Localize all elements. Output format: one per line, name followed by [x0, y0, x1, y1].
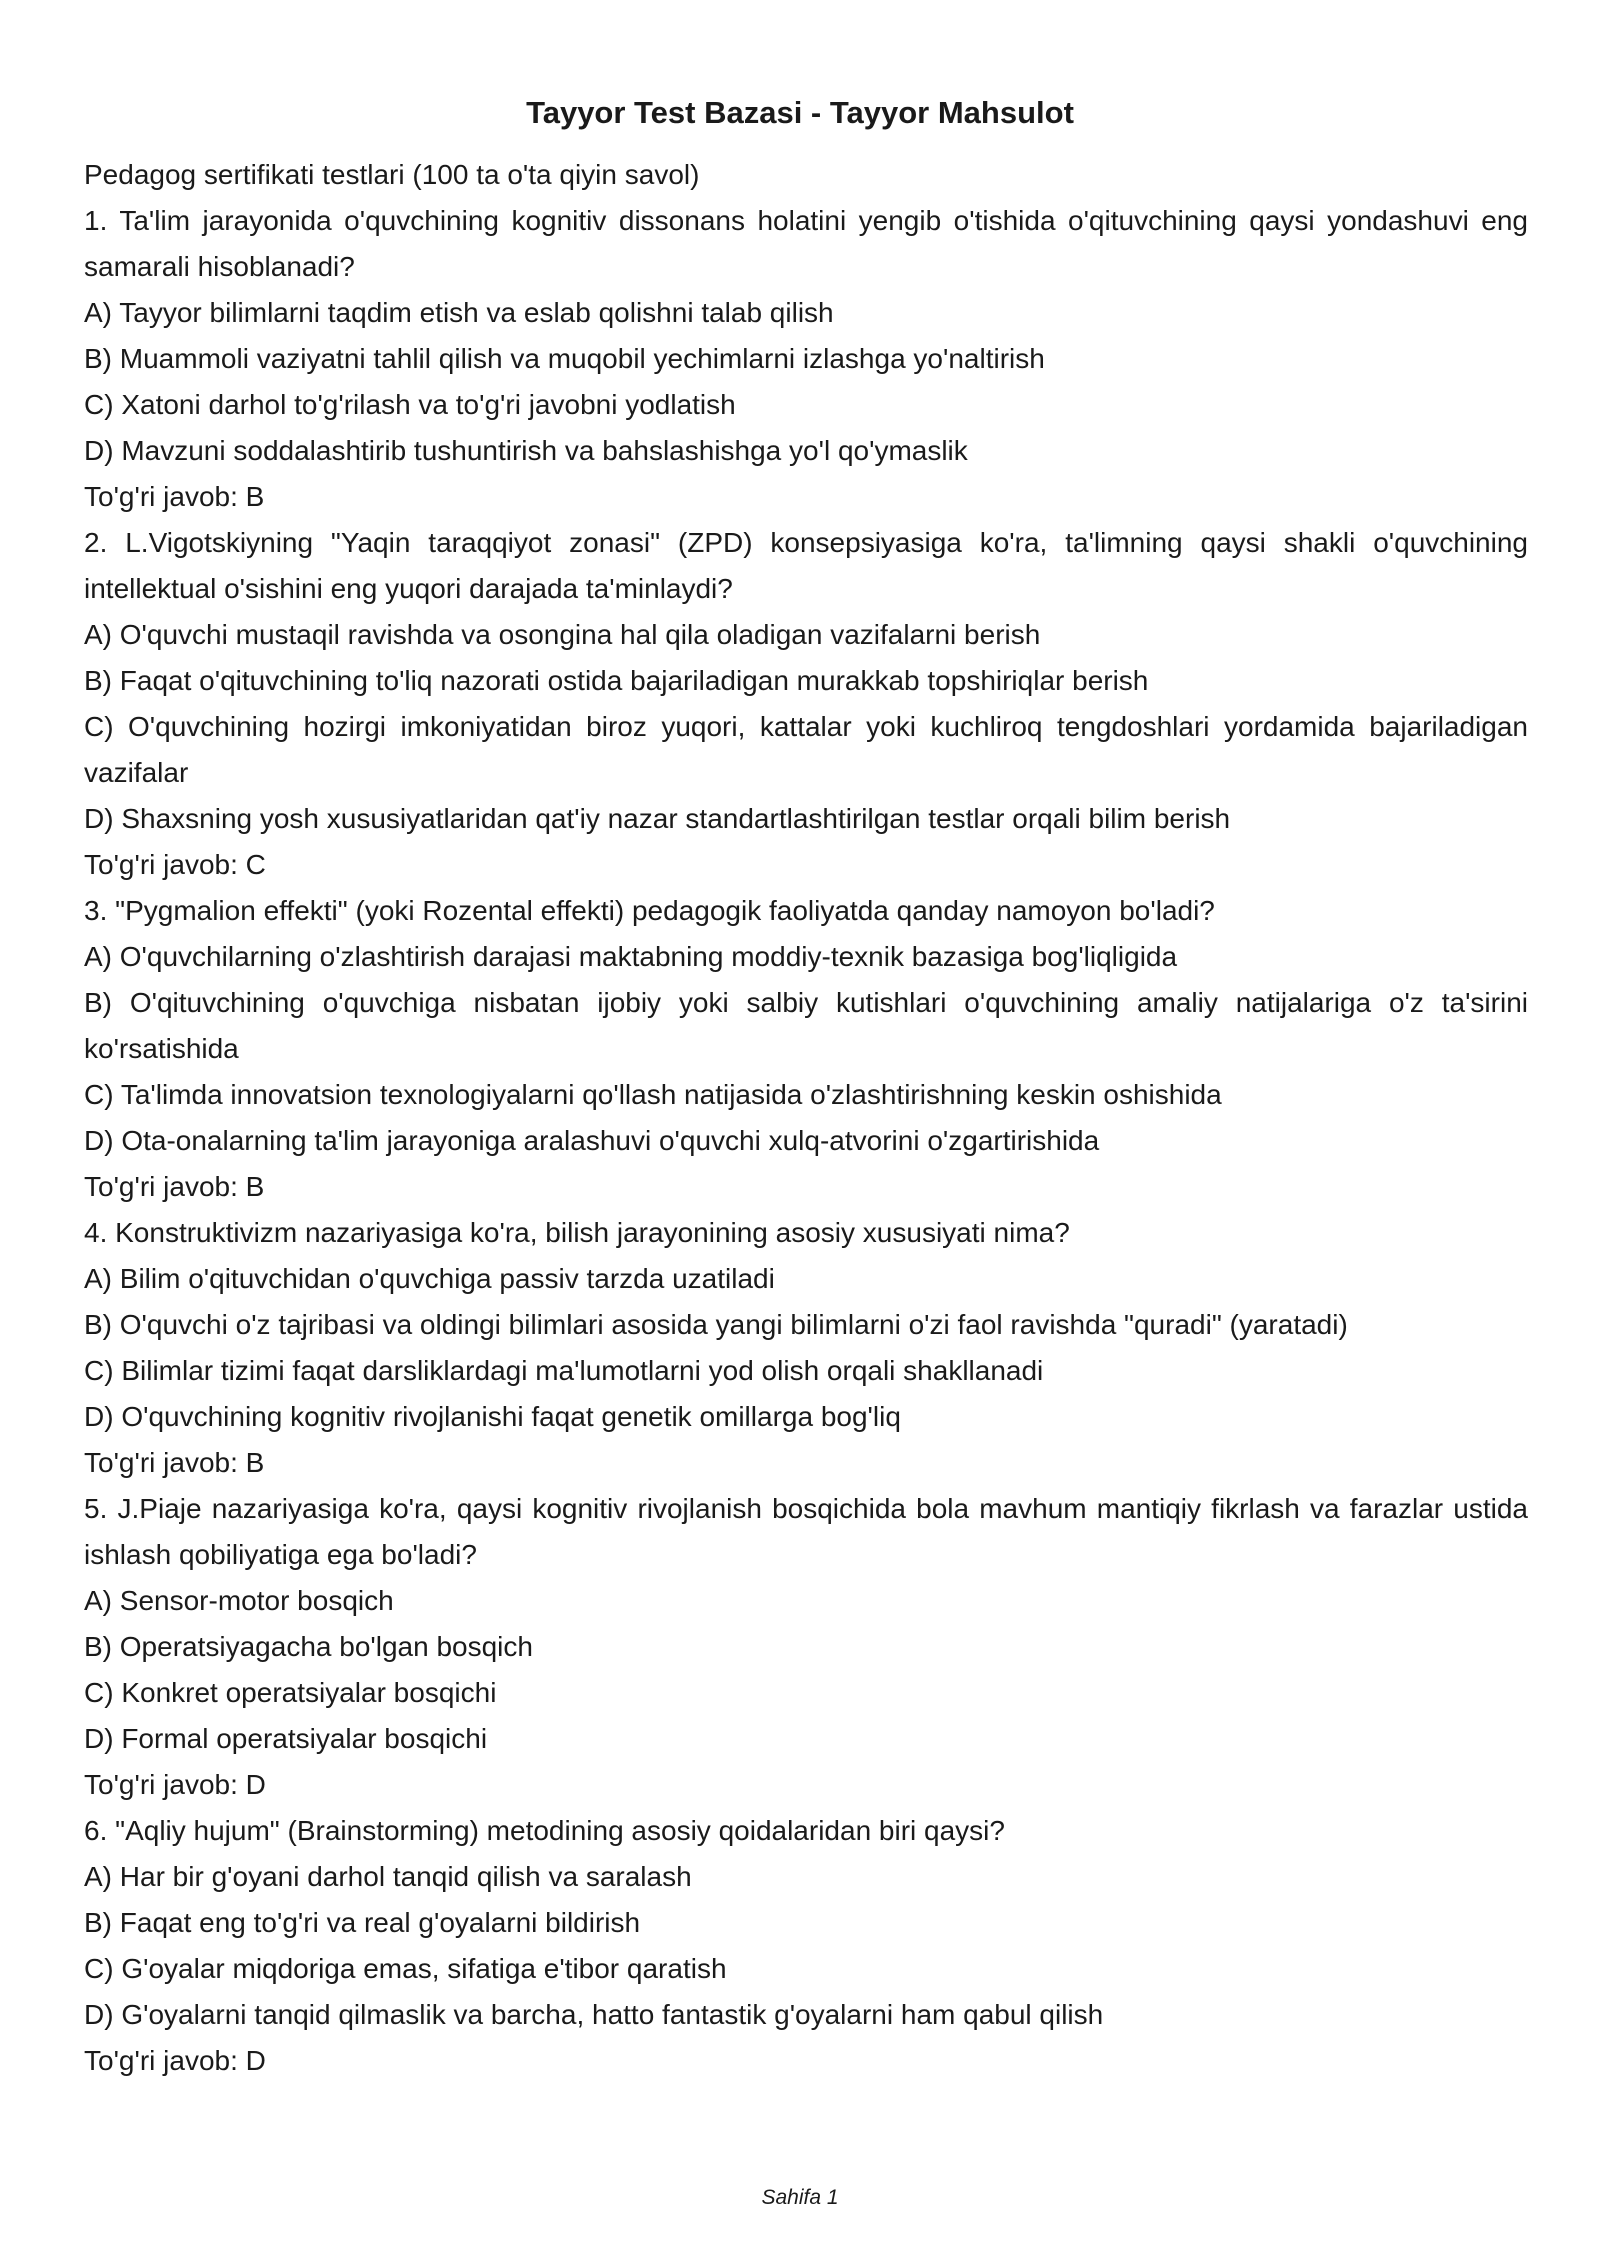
page-number: Sahifa 1 — [761, 2186, 839, 2209]
question-block — [84, 1486, 1528, 1808]
answer-option: C) O'quvchining hozirgi imkoniyatidan biroz yuqori, kattalar yoki kuchliroq tengdoshlari yordamida bajariladigan vazifalar — [84, 711, 1528, 788]
answer-option: C) G'oyalar miqdoriga emas, sifatiga e'tibor qaratish — [84, 1953, 727, 1984]
question-text: 3. "Pygmalion effekti" (yoki Rozental effekti) pedagogik faoliyatda qanday namoyon bo'ladi? — [84, 895, 1215, 926]
answer-option: C) Ta'limda innovatsion texnologiyalarni qo'llash natijasida o'zlashtirishning keskin oshishida — [84, 1079, 1222, 1110]
answer-option: D) G'oyalarni tanqid qilmaslik va barcha, hatto fantastik g'oyalarni ham qabul qilish — [84, 1999, 1104, 2030]
question-block — [84, 198, 1528, 520]
answer-option: B) O'quvchi o'z tajribasi va oldingi bilimlari asosida yangi bilimlarni o'zi faol ravishda "quradi" (yaratadi) — [84, 1309, 1348, 1340]
answer-option: D) Mavzuni soddalashtirib tushuntirish va bahslashishga yo'l qo'ymaslik — [84, 435, 968, 466]
document-subtitle: Pedagog sertifikati testlari (100 ta o'ta qiyin savol) — [84, 159, 700, 190]
answer-option: A) Har bir g'oyani darhol tanqid qilish va saralash — [84, 1861, 692, 1892]
correct-answer: To'g'ri javob: D — [84, 2045, 266, 2076]
correct-answer: To'g'ri javob: B — [84, 481, 265, 512]
answer-option: B) O'qituvchining o'quvchiga nisbatan ijobiy yoki salbiy kutishlari o'quvchining amaliy natijalariga o'z ta'sirini ko'rsatishida — [84, 987, 1528, 1064]
correct-answer: To'g'ri javob: D — [84, 1769, 266, 1800]
answer-option: A) Tayyor bilimlarni taqdim etish va eslab qolishni talab qilish — [84, 297, 834, 328]
answer-option: D) Ota-onalarning ta'lim jarayoniga aralashuvi o'quvchi xulq-atvorini o'zgartirishida — [84, 1125, 1100, 1156]
correct-answer: To'g'ri javob: C — [84, 849, 266, 880]
answer-option: A) O'quvchi mustaqil ravishda va osongina hal qila oladigan vazifalarni berish — [84, 619, 1041, 650]
question-text: 6. "Aqliy hujum" (Brainstorming) metodining asosiy qoidalaridan biri qaysi? — [84, 1815, 1005, 1846]
answer-option: A) Sensor-motor bosqich — [84, 1585, 394, 1616]
answer-option: A) Bilim o'qituvchidan o'quvchiga passiv tarzda uzatiladi — [84, 1263, 775, 1294]
answer-option: B) Operatsiyagacha bo'lgan bosqich — [84, 1631, 533, 1662]
question-block — [84, 520, 1528, 888]
answer-option: D) Formal operatsiyalar bosqichi — [84, 1723, 488, 1754]
document-body — [84, 152, 1528, 2084]
answer-option: B) Muammoli vaziyatni tahlil qilish va muqobil yechimlarni izlashga yo'naltirish — [84, 343, 1045, 374]
question-text: 2. L.Vigotskiyning "Yaqin taraqqiyot zonasi" (ZPD) konsepsiyasiga ko'ra, ta'limning qaysi shakli o'quvchining intellektual o'sishini eng yuqori darajada ta'minlaydi? — [84, 527, 1528, 604]
question-text: 1. Ta'lim jarayonida o'quvchining kognitiv dissonans holatini yengib o'tishida o'qituvchining qaysi yondashuvi eng samarali hisoblanadi? — [84, 205, 1528, 282]
question-text: 5. J.Piaje nazariyasiga ko'ra, qaysi kognitiv rivojlanish bosqichida bola mavhum mantiqiy fikrlash va farazlar ustida ishlash qobiliyatiga ega bo'ladi? — [84, 1493, 1528, 1570]
document-title: Tayyor Test Bazasi - Tayyor Mahsulot — [526, 95, 1074, 130]
answer-option: C) Xatoni darhol to'g'rilash va to'g'ri javobni yodlatish — [84, 389, 736, 420]
correct-answer: To'g'ri javob: B — [84, 1447, 265, 1478]
answer-option: C) Konkret operatsiyalar bosqichi — [84, 1677, 497, 1708]
answer-option: A) O'quvchilarning o'zlashtirish darajasi maktabning moddiy-texnik bazasiga bog'liqligida — [84, 941, 1178, 972]
question-text: 4. Konstruktivizm nazariyasiga ko'ra, bilish jarayonining asosiy xususiyati nima? — [84, 1217, 1070, 1248]
question-block — [84, 888, 1528, 1210]
answer-option: B) Faqat o'qituvchining to'liq nazorati ostida bajariladigan murakkab topshiriqlar berish — [84, 665, 1149, 696]
answer-option: D) Shaxsning yosh xususiyatlaridan qat'iy nazar standartlashtirilgan testlar orqali bilim berish — [84, 803, 1231, 834]
answer-option: D) O'quvchining kognitiv rivojlanishi faqat genetik omillarga bog'liq — [84, 1401, 901, 1432]
correct-answer: To'g'ri javob: B — [84, 1171, 265, 1202]
question-block — [84, 1808, 1528, 2084]
question-block — [84, 1210, 1528, 1486]
answer-option: C) Bilimlar tizimi faqat darsliklardagi ma'lumotlarni yod olish orqali shakllanadi — [84, 1355, 1044, 1386]
answer-option: B) Faqat eng to'g'ri va real g'oyalarni bildirish — [84, 1907, 641, 1938]
